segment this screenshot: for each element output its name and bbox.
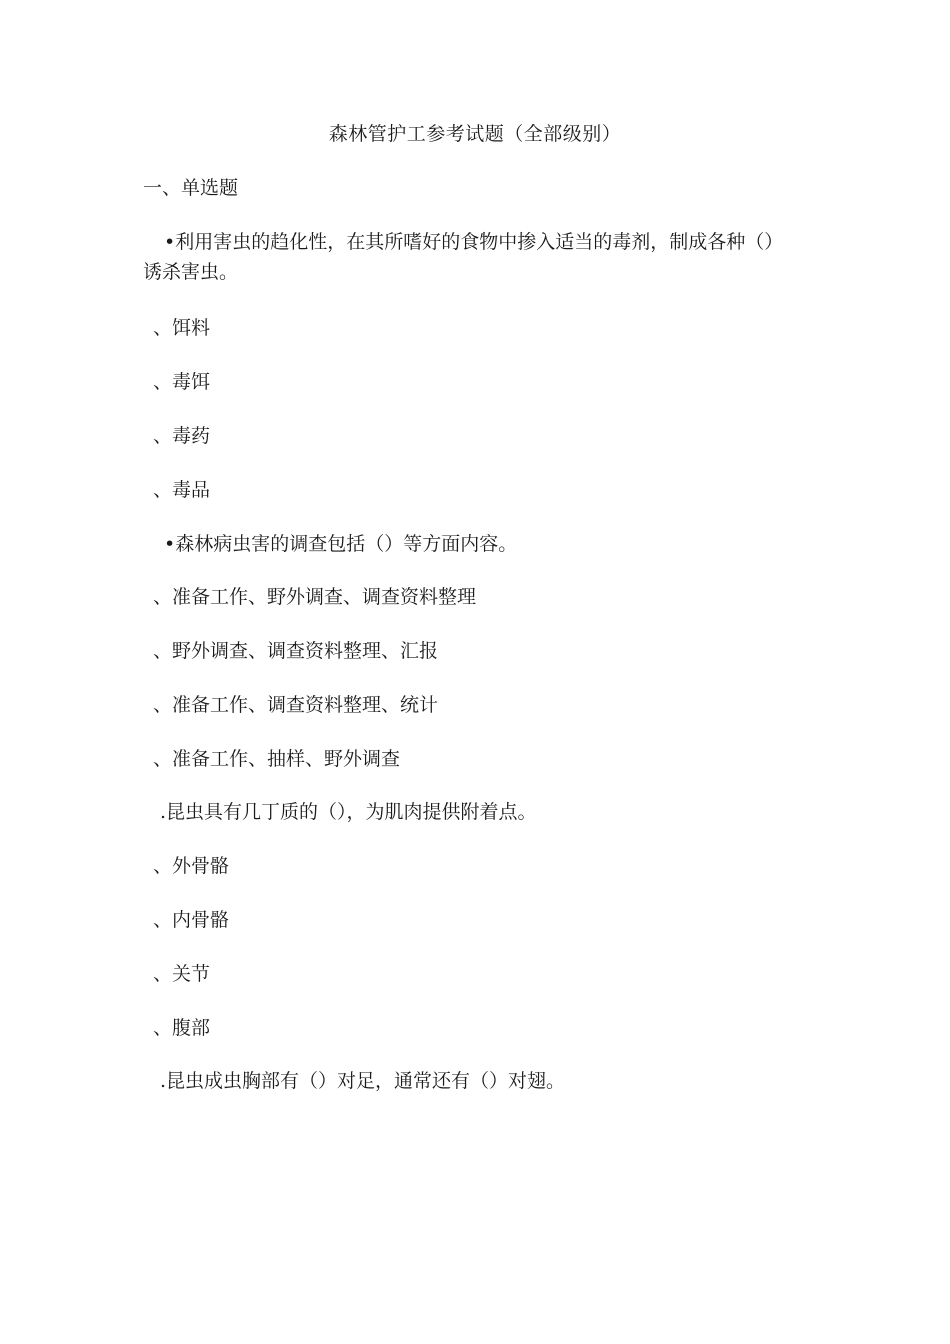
question-3-option-d: 、腹部 <box>153 1017 211 1039</box>
question-3-option-b: 、内骨骼 <box>153 909 230 931</box>
section-heading: 一、单选题 <box>143 177 239 199</box>
question-1 <box>143 227 793 287</box>
question-2-option-b: 、野外调查、调查资料整理、汇报 <box>153 640 439 662</box>
question-3 <box>160 800 537 824</box>
question-4 <box>160 1069 565 1093</box>
question-1-option-a: 、饵料 <box>153 317 211 339</box>
question-1-line-1 <box>143 227 793 257</box>
question-4-prefix: . <box>160 1070 167 1092</box>
question-2-text: 森林病虫害的调查包括（）等方面内容。 <box>175 533 518 555</box>
question-4-text: 昆虫成虫胸部有（）对足，通常还有（）对翅。 <box>166 1070 566 1092</box>
document-title: 森林管护工参考试题（全部级别） <box>328 123 622 145</box>
question-1-option-d: 、毒品 <box>153 479 211 501</box>
question-1-text-line-1: 利用害虫的趋化性，在其所嗜好的食物中掺入适当的毒剂，制成各种（） <box>175 231 784 253</box>
question-2-option-a: 、准备工作、野外调查、调查资料整理 <box>153 586 477 608</box>
question-3-option-c: 、关节 <box>153 963 211 985</box>
question-1-option-b: 、毒饵 <box>153 371 211 393</box>
question-1-text-line-2: 诱杀害虫。 <box>143 261 239 283</box>
question-2-option-c: 、准备工作、调查资料整理、统计 <box>153 694 439 716</box>
question-1-option-c: 、毒药 <box>153 425 211 447</box>
question-2 <box>164 532 517 556</box>
question-3-option-a: 、外骨骼 <box>153 855 230 877</box>
question-3-text: 昆虫具有几丁质的（），为肌肉提供附着点。 <box>166 801 537 823</box>
question-3-prefix: . <box>160 801 167 823</box>
question-1-bullet: • <box>164 231 176 253</box>
question-2-option-d: 、准备工作、抽样、野外调查 <box>153 748 401 770</box>
question-2-bullet: • <box>164 533 176 555</box>
